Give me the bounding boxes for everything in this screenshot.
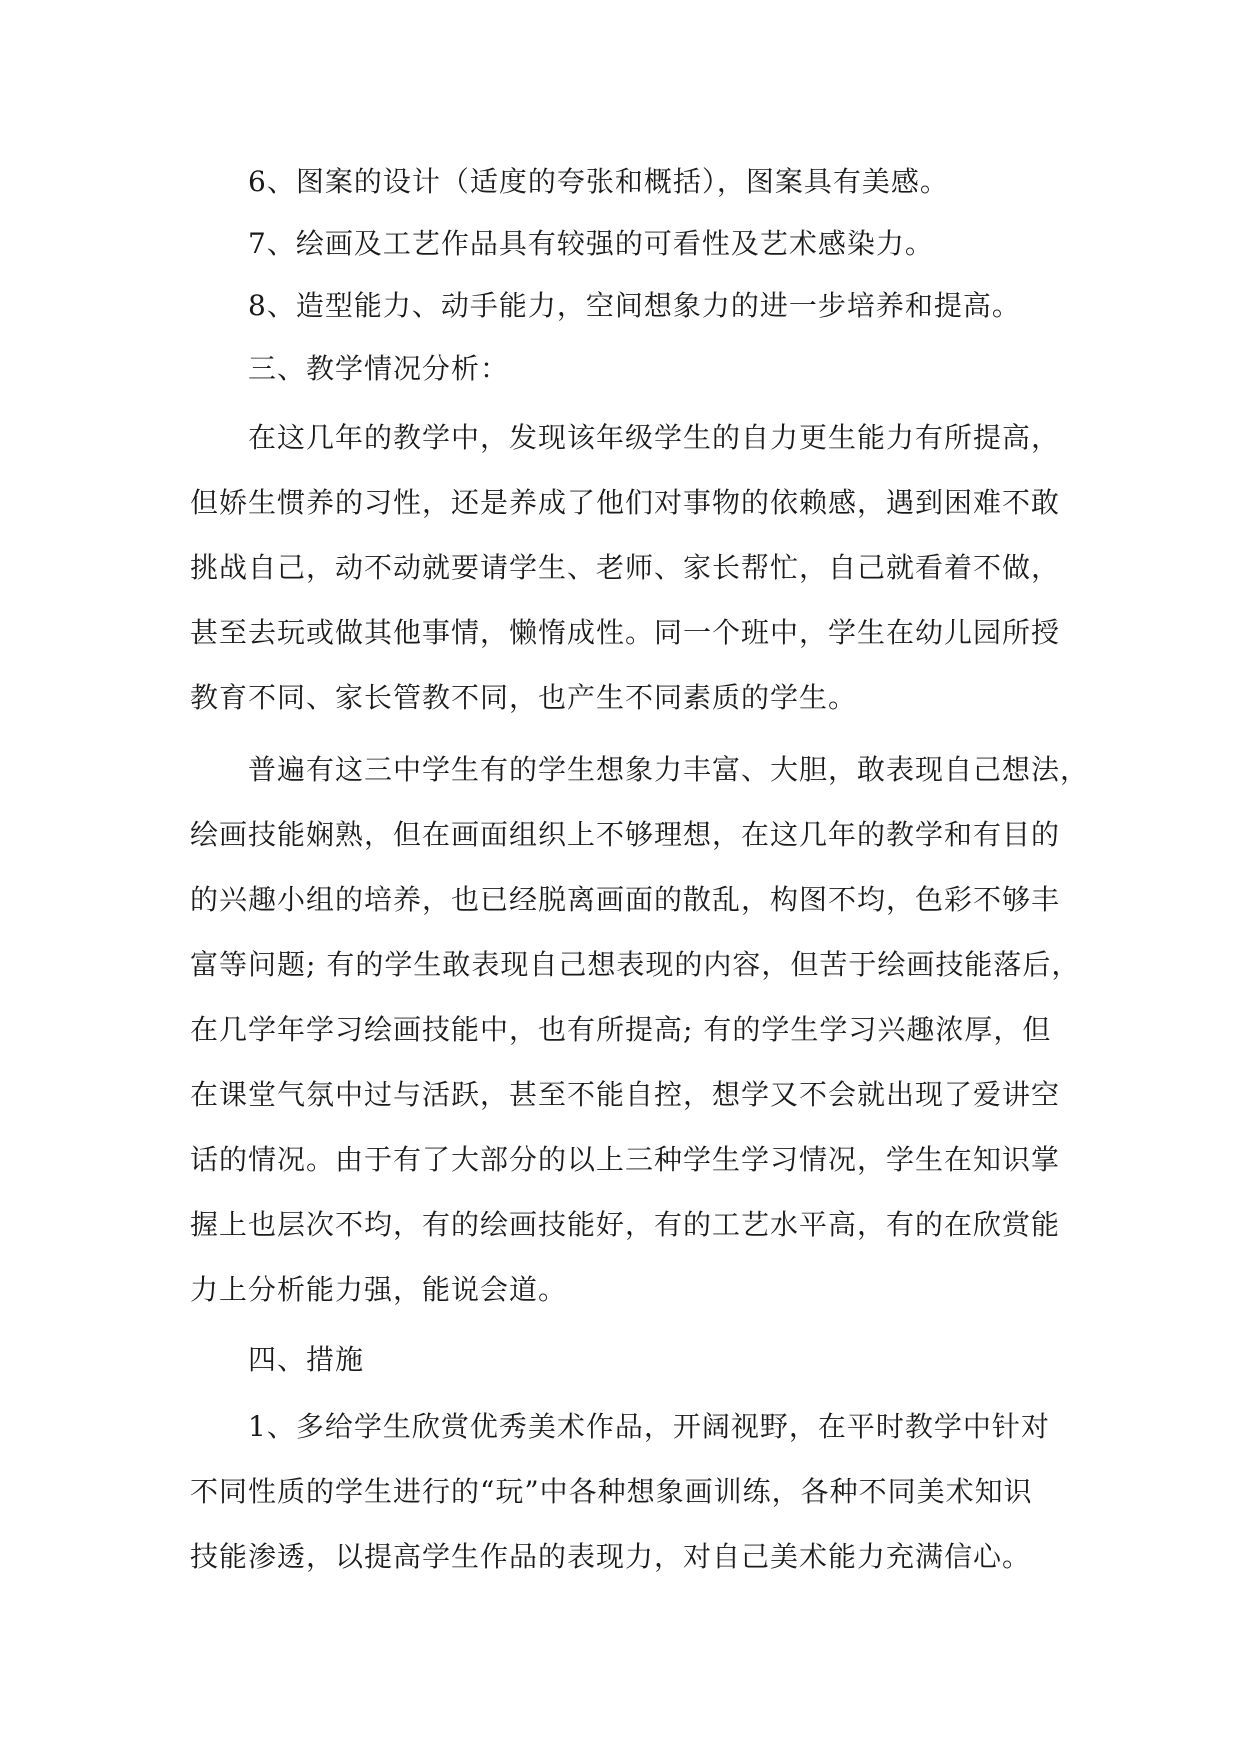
paragraph-line: 教育不同、家长管教不同，也产生不同素质的学生。 — [190, 681, 858, 714]
paragraph-line: 力上分析能力强，能说会道。 — [190, 1273, 568, 1306]
paragraph-line: 在几学年学习绘画技能中，也有所提高; 有的学生学习兴趣浓厚，但 — [190, 1013, 1052, 1046]
paragraph-line: 普遍有这三中学生有的学生想象力丰富、大胆，敢表现自己想法， — [248, 753, 1090, 786]
paragraph-line: 握上也层次不均，有的绘画技能好，有的工艺水平高，有的在欣赏能 — [190, 1208, 1061, 1241]
paragraph-line: 甚至去玩或做其他事情，懒惰成性。同一个班中，学生在幼儿园所授 — [190, 616, 1061, 649]
paragraph-line: 绘画技能娴熟，但在画面组织上不够理想，在这几年的教学和有目的 — [190, 818, 1061, 851]
paragraph-line: 在这几年的教学中，发现该年级学生的自力更生能力有所提高， — [248, 421, 1061, 454]
paragraph-line: 技能渗透，以提高学生作品的表现力，对自己美术能力充满信心。 — [190, 1540, 1032, 1573]
list-item-8: 8、造型能力、动手能力，空间想象力的进一步培养和提高。 — [248, 289, 1021, 322]
section-heading-4: 四、措施 — [248, 1343, 365, 1376]
paragraph-line: 的兴趣小组的培养，也已经脱离画面的散乱，构图不均，色彩不够丰 — [190, 883, 1061, 916]
paragraph-line: 话的情况。由于有了大部分的以上三种学生学习情况，学生在知识掌 — [190, 1143, 1061, 1176]
paragraph-line: 但娇生惯养的习性，还是养成了他们对事物的依赖感，遇到困难不敢 — [190, 486, 1061, 519]
paragraph-line: 不同性质的学生进行的“玩”中各种想象画训练，各种不同美术知识 — [190, 1475, 1033, 1508]
paragraph-line: 挑战自己，动不动就要请学生、老师、家长帮忙，自己就看着不做， — [190, 551, 1061, 584]
paragraph-line: 富等问题; 有的学生敢表现自己想表现的内容，但苦于绘画技能落后， — [190, 948, 1081, 981]
list-item-7: 7、绘画及工艺作品具有较强的可看性及艺术感染力。 — [248, 227, 934, 260]
section-heading-3: 三、教学情况分析： — [248, 352, 510, 385]
paragraph-line: 1、多给学生欣赏优秀美术作品，开阔视野，在平时教学中针对 — [248, 1410, 1050, 1443]
paragraph-line: 在课堂气氛中过与活跃，甚至不能自控，想学又不会就出现了爱讲空 — [190, 1078, 1061, 1111]
list-item-6: 6、图案的设计（适度的夸张和概括），图案具有美感。 — [248, 165, 949, 198]
